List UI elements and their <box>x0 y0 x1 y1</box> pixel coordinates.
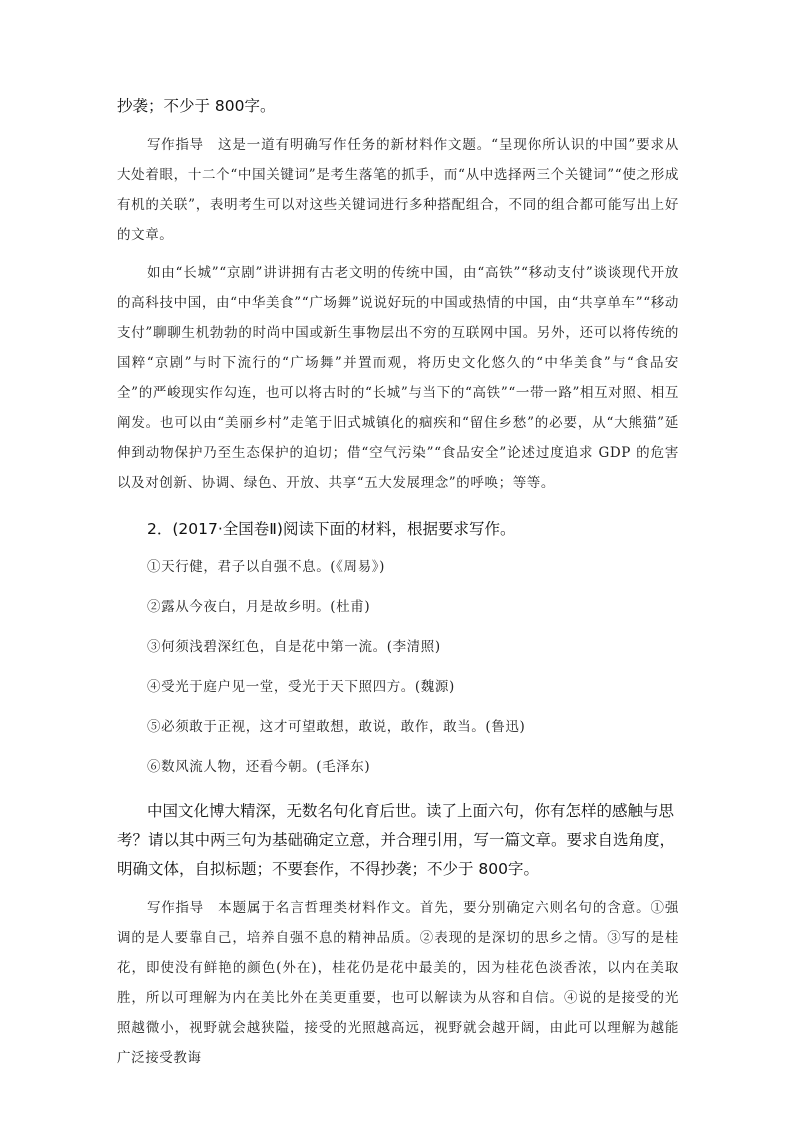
writing-requirement: 中国文化博大精深，无数名句化育后世。读了上面六句，你有怎样的感触与思考？请以其中两三句为基础确定立意，并合理引用，写一篇文章。要求自选角度，明确文体，自拟标题；不要套作，不得抄袭；不少于 800字。 <box>117 802 676 878</box>
quote-5: ⑤必须敢于正视，这才可望敢想，敢说，敢作，敢当。(鲁迅) <box>147 719 526 735</box>
writing-guide-label: 写作指导 <box>147 137 204 153</box>
writing-guide-2 <box>117 893 679 1073</box>
quote-3: ③何须浅碧深红色，自是花中第一流。(李清照) <box>147 639 441 655</box>
writing-guide-text: 这是一道有明确写作任务的新材料作文题。“呈现你所认识的中国”要求从大处着眼，十二个“中国关键词”是考生落笔的抓手，而“从中选择两三个关键词”“使之形成有机的关联”，表明考生可以对这些关键词进行多种搭配组合，不同的组合都可能写出上好的文章。 <box>117 137 679 243</box>
quote-4: ④受光于庭户见一堂，受光于天下照四方。(魏源) <box>147 679 455 695</box>
writing-guide-1 <box>117 130 679 250</box>
writing-guide-label: 写作指导 <box>147 900 204 916</box>
continued-line: 抄袭；不少于 800字。 <box>117 97 276 115</box>
quote-2: ②露从今夜白，月是故乡明。(杜甫) <box>147 599 371 615</box>
quote-1: ①天行健，君子以自强不息。(《周易》) <box>147 559 385 575</box>
question-2-heading: 2．(2017·全国卷Ⅱ)阅读下面的材料，根据要求写作。 <box>147 520 516 538</box>
quote-6: ⑥数风流人物，还看今朝。(毛泽东) <box>147 759 371 775</box>
writing-guide-text: 本题属于名言哲理类材料作文。首先，要分别确定六则名句的含意。①强调的是人要靠自己，培养自强不息的精神品质。②表现的是深切的思乡之情。③写的是桂花，即使没有鲜艳的颜色(外在)，桂花仍是花中最美的，因为桂花色淡香浓，以内在美取胜，所以可理解为内在美比外在美更重要，也可以解读为从容和自信。④说的是接受的光照越微小，视野就会越狭隘，接受的光照越高远，视野就会越开阔，由此可以理解为越能广泛接受教诲 <box>117 900 679 1066</box>
writing-guide-1-examples: 如由“长城”“京剧”讲讲拥有古老文明的传统中国，由“高铁”“移动支付”谈谈现代开放的高科技中国，由“中华美食”“广场舞”说说好玩的中国或热情的中国，由“共享单车”“移动支付”聊聊生机勃勃的时尚中国或新生事物层出不穷的互联网中国。另外，还可以将传统的国粹“京剧”与时下流行的“广场舞”并置而观，将历史文化悠久的“中华美食”与“食品安全”的严峻现实作勾连，也可以将古时的“长城”与当下的“高铁”“一带一路”相互对照、相互阐发。也可以由“美丽乡村”走笔于旧式城镇化的痼疾和“留住乡愁”的必要，从“大熊猫”延伸到动物保护乃至生态保护的迫切；借“空气污染”“食品安全”论述过度追求 GDP 的危害以及对创新、协调、绿色、开放、共享“五大发展理念”的呼唤；等等。 <box>117 265 679 491</box>
